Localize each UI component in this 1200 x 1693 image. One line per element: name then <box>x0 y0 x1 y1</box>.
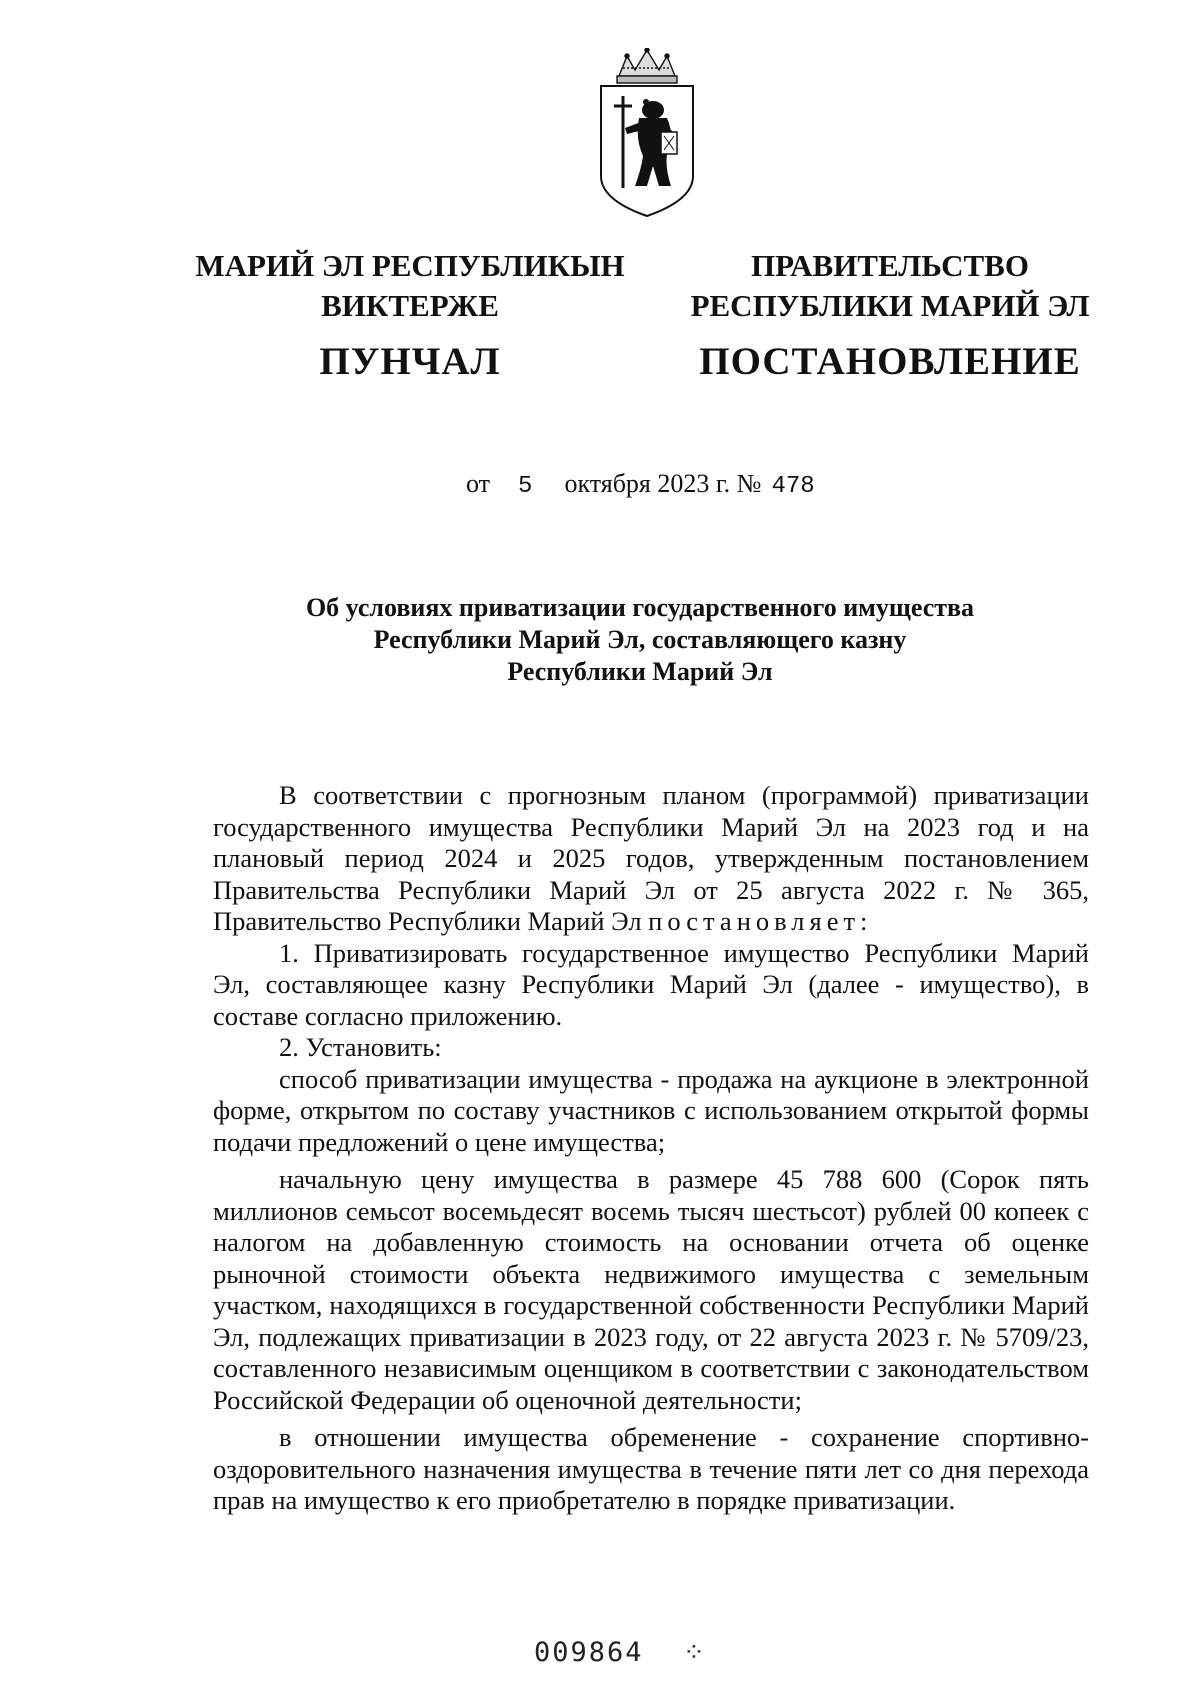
stamp-mark-icon: ⁘ <box>683 1638 705 1667</box>
paragraph-price: начальную цену имущества в размере 45 788 600 (Сорок пять миллионов семьсот восемьдесят восемь тысяч шестьсот) рублей 00 копеек с налогом на добавленную стоимость на основании отчета об оценке рыночной стоимости объекта недвижимого имущества с земельным участком, находящихся в государственной собственности Республики Марий Эл, подлежащих приватизации в 2023 году, от 22 августа 2023 г. № 5709/23, составленного независимым оценщиком в соответствии с законодательством Российской Федерации об оценочной деятельности; <box>213 1164 1089 1415</box>
header-left-marij <box>190 246 630 386</box>
header-left-line1: МАРИЙ ЭЛ РЕСПУБЛИКЫН <box>195 248 625 283</box>
preamble-text: В соответствии с прогнозным планом (программой) приватизации государственного имущества Республики Марий Эл на 2023 год и на плановый период 2024 и 2025 годов, утвержденным постановлением Правительства Республики Марий Эл от 25 августа 2022 г. № 365, Правительство Республики Марий Эл <box>213 780 1089 936</box>
crown-icon <box>617 48 677 83</box>
title-line-1: Об условиях приватизации государственного имущества <box>305 593 975 622</box>
preamble-decree-word: постановляет: <box>648 906 873 936</box>
document-dateline <box>466 469 815 500</box>
paragraph-method: способ приватизации имущества - продажа на аукционе в электронной форме, открытом по составу участников с использованием открытой формы подачи предложений о цене имущества; <box>213 1063 1089 1157</box>
document-title <box>200 592 1080 688</box>
paragraph-preamble <box>213 780 1089 938</box>
header-left-doc-type: ПУНЧАЛ <box>319 340 501 383</box>
header-right-line1: ПРАВИТЕЛЬСТВО <box>751 248 1029 283</box>
paragraph-encumbrance: в отношении имущества обременение - сохранение спортивно-оздоровительного назначения имущества в течение пяти лет со дня перехода прав на имущество к его приобретателю в порядке приватизации. <box>213 1422 1089 1515</box>
header-right-doc-type: ПОСТАНОВЛЕНИЕ <box>699 340 1081 383</box>
paragraph-item-1: 1. Приватизировать государственное имущество Республики Марий Эл, составляющее казну Республики Марий Эл (далее - имущество), в составе согласно приложению. <box>213 937 1089 1031</box>
dateline-number: 478 <box>771 473 815 500</box>
paragraph-item-2: 2. Установить: <box>279 1032 442 1062</box>
header-right-russian <box>680 246 1100 386</box>
document-body <box>213 780 1089 1517</box>
title-line-3: Республики Марий Эл <box>507 657 773 686</box>
dateline-day: 5 <box>518 473 533 500</box>
header-left-line2: ВИКТЕРЖЕ <box>321 288 499 323</box>
dateline-month-year: октября 2023 г. № <box>564 469 762 498</box>
title-line-2: Республики Марий Эл, составляющего казну <box>373 625 907 654</box>
coat-of-arms-emblem <box>597 48 697 218</box>
serial-number-stamp: 009864 <box>534 1637 644 1668</box>
header-right-line2: РЕСПУБЛИКИ МАРИЙ ЭЛ <box>690 288 1090 323</box>
dateline-prefix: от <box>466 469 491 498</box>
